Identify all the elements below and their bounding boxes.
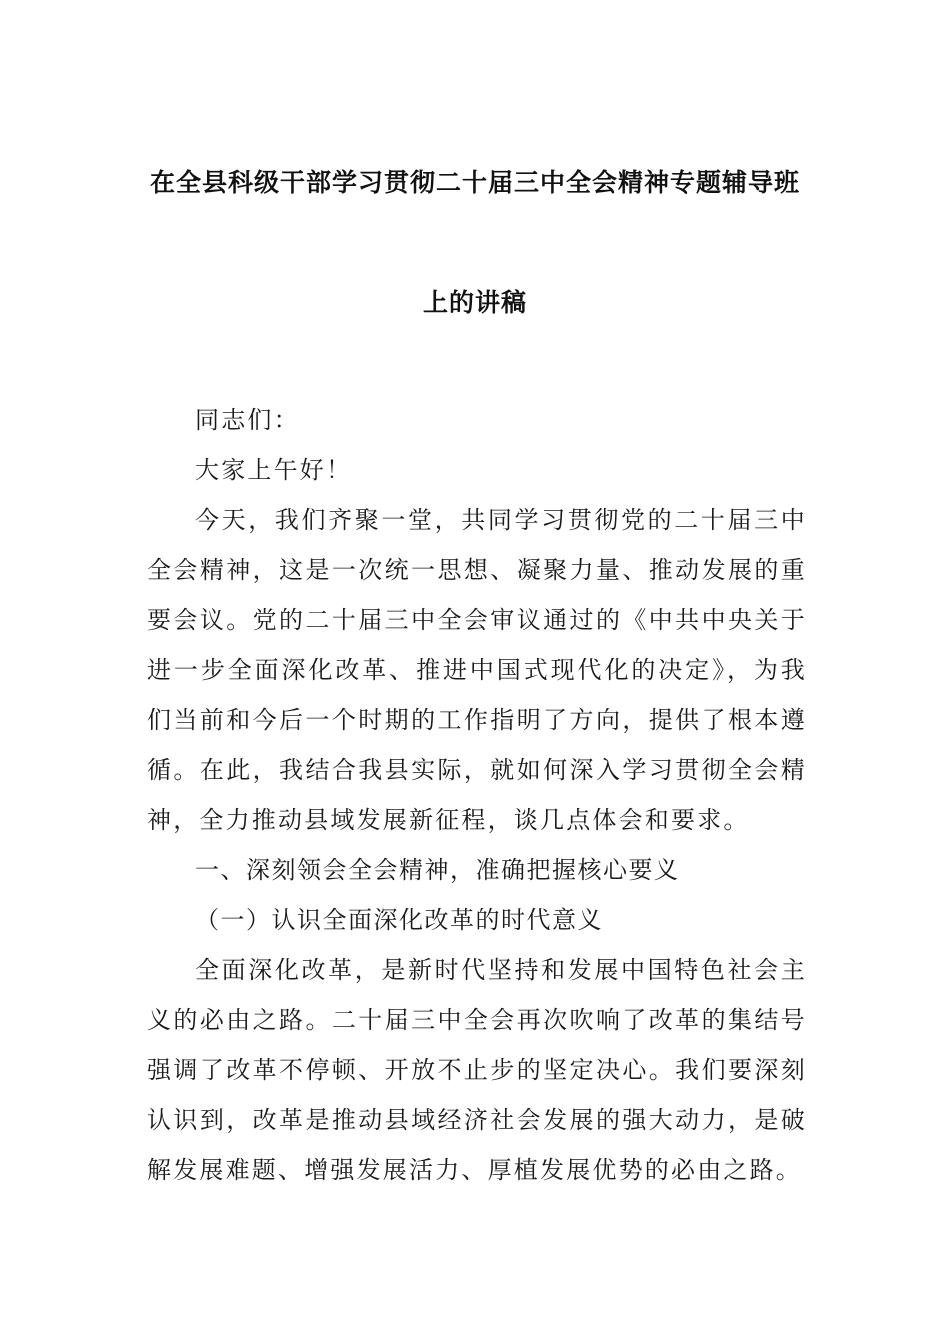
greeting: 大家上午好！	[195, 456, 353, 484]
subsection-heading-1-1: （一）认识全面深化改革的时代意义	[195, 906, 603, 934]
section-heading-1: 一、深刻领会全会精神，准确把握核心要义	[195, 856, 680, 884]
paragraph-opening: 今天，我们齐聚一堂，共同学习贯彻党的二十届三中全会精神，这是一次统一思想、凝聚力量、推动发展的重要会议。党的二十届三中全会审议通过的《中共中央关于进一步全面深化改革、推进中国式现代化的决定》，为我们当前和今后一个时期的工作指明了方向，提供了根本遵循。在此，我结合我县实际，就如何深入学习贯彻全会精神，全力推动县域发展新征程，谈几点体会和要求。	[147, 506, 807, 834]
document-title-line-1: 在全县科级干部学习贯彻二十届三中全会精神专题辅导班	[149, 168, 800, 197]
document-body	[147, 395, 807, 1195]
paragraph-reform-significance: 全面深化改革，是新时代坚持和发展中国特色社会主义的必由之路。二十届三中全会再次吹响了改革的集结号强调了改革不停顿、开放不止步的坚定决心。我们要深刻认识到，改革是推动县域经济社会发展的强大动力，是破解发展难题、增强发展活力、厚植发展优势的必由之路。	[147, 956, 807, 1184]
document-title-line-2: 上的讲稿	[422, 288, 527, 317]
salutation: 同志们：	[195, 406, 300, 434]
